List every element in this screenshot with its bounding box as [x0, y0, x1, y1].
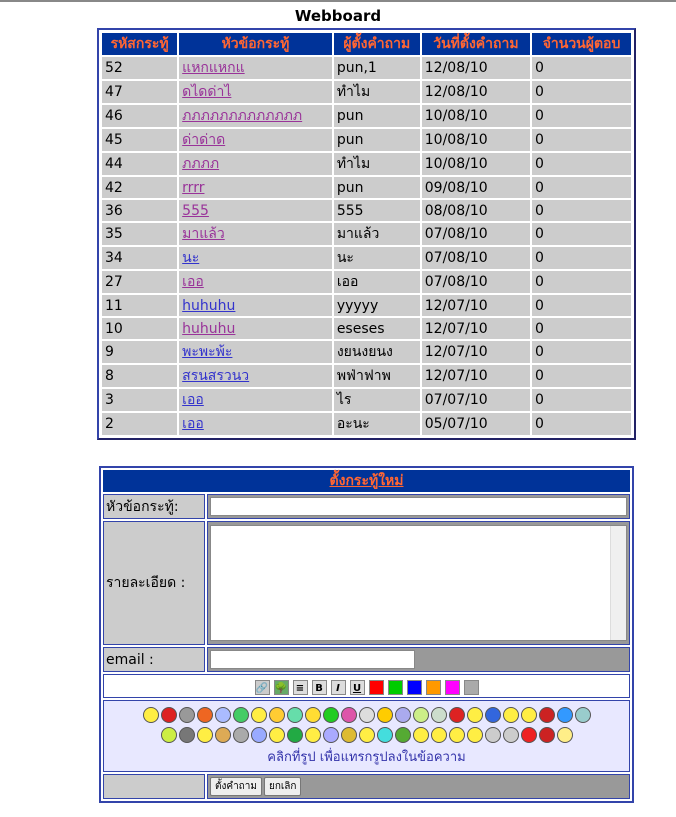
author: ทำไม	[334, 153, 420, 175]
reply-count: 0	[532, 200, 631, 221]
date: 09/08/10	[422, 177, 530, 198]
smiley-panel	[103, 700, 630, 772]
topic-id: 47	[102, 81, 177, 103]
topic-id: 2	[102, 413, 177, 435]
author: พฟ่าฟาพ	[334, 365, 420, 387]
date: 12/08/10	[422, 81, 530, 103]
format-toolbar	[103, 674, 630, 698]
topic-link[interactable]: ภภภภภภภภภภภภภ	[182, 108, 303, 124]
reply-count: 0	[532, 295, 631, 316]
topic-link[interactable]: 555	[182, 202, 209, 219]
reply-count: 0	[532, 413, 631, 435]
date: 10/08/10	[422, 129, 530, 151]
topic-id: 44	[102, 153, 177, 175]
submit-button[interactable]: ตั้งคำถาม	[210, 777, 262, 796]
author: yyyyy	[334, 295, 420, 316]
email-input[interactable]	[210, 650, 415, 669]
topic-id: 42	[102, 177, 177, 198]
topic-input[interactable]	[210, 497, 627, 516]
table-row	[102, 341, 631, 363]
color-gray-icon[interactable]	[464, 680, 479, 695]
smiley-icon[interactable]	[233, 727, 249, 743]
color-orange-icon[interactable]	[426, 680, 441, 695]
smiley-icon[interactable]	[449, 727, 465, 743]
smiley-icon[interactable]	[143, 707, 159, 723]
smiley-icon[interactable]	[395, 727, 411, 743]
reply-count: 0	[532, 223, 631, 245]
topic-id: 36	[102, 200, 177, 221]
date: 10/08/10	[422, 153, 530, 175]
author: อะนะ	[334, 413, 420, 435]
topic-link[interactable]: พะพะพ้ะ	[182, 344, 233, 360]
author: งยนงยนง	[334, 341, 420, 363]
table-row	[102, 389, 631, 411]
table-row	[102, 105, 631, 127]
textarea-scrollbar[interactable]	[610, 526, 626, 640]
topic-id: 3	[102, 389, 177, 411]
column-header: หัวข้อกระทู้	[179, 33, 332, 55]
topic-link[interactable]: เออ	[182, 392, 204, 408]
topic-id: 45	[102, 129, 177, 151]
smiley-icon[interactable]	[179, 727, 195, 743]
topic-id: 27	[102, 271, 177, 293]
smiley-icon[interactable]	[431, 727, 447, 743]
topic-id: 10	[102, 318, 177, 339]
smiley-icon[interactable]	[269, 727, 285, 743]
column-header: รหัสกระทู้	[102, 33, 177, 55]
smiley-icon[interactable]	[431, 707, 447, 723]
smiley-icon[interactable]	[341, 707, 357, 723]
date: 10/08/10	[422, 105, 530, 127]
topic-link[interactable]: ดไดด่าไ	[182, 84, 232, 100]
reply-count: 0	[532, 81, 631, 103]
smiley-icon[interactable]	[413, 707, 429, 723]
table-row	[102, 365, 631, 387]
table-row	[102, 153, 631, 175]
smiley-icon[interactable]	[359, 727, 375, 743]
topic-id: 34	[102, 247, 177, 269]
smiley-icon[interactable]	[413, 727, 429, 743]
color-blue-icon[interactable]	[407, 680, 422, 695]
table-row	[102, 81, 631, 103]
date: 07/08/10	[422, 247, 530, 269]
topic-link[interactable]: huhuhu	[182, 320, 236, 337]
reply-count: 0	[532, 105, 631, 127]
italic-icon[interactable]: I	[331, 680, 346, 695]
date: 07/07/10	[422, 389, 530, 411]
smiley-icon[interactable]	[539, 707, 555, 723]
smiley-icon[interactable]	[467, 727, 483, 743]
column-header: ผู้ตั้งคำถาม	[334, 33, 420, 55]
smiley-icon[interactable]	[305, 727, 321, 743]
date: 12/07/10	[422, 365, 530, 387]
form-header	[103, 470, 630, 492]
date: 07/08/10	[422, 271, 530, 293]
table-row	[102, 295, 631, 316]
smiley-icon[interactable]	[539, 727, 555, 743]
cancel-button[interactable]: ยกเลิก	[264, 777, 302, 796]
reply-count: 0	[532, 129, 631, 151]
smiley-icon[interactable]	[503, 727, 519, 743]
smiley-icon[interactable]	[341, 727, 357, 743]
topic-link[interactable]: huhuhu	[182, 297, 236, 314]
smiley-icon[interactable]	[287, 727, 303, 743]
smiley-icon[interactable]	[179, 707, 195, 723]
smiley-icon[interactable]	[323, 707, 339, 723]
date: 12/07/10	[422, 318, 530, 339]
email-label: email :	[103, 647, 205, 672]
reply-count: 0	[532, 271, 631, 293]
detail-label: รายละเอียด :	[103, 521, 205, 645]
topic-link[interactable]: rrrr	[182, 179, 205, 196]
smiley-icon[interactable]	[287, 707, 303, 723]
topic-link[interactable]: มาแล้ว	[182, 226, 225, 242]
smiley-icon[interactable]	[557, 707, 573, 723]
topic-link[interactable]: เออ	[182, 416, 204, 432]
date: 05/07/10	[422, 413, 530, 435]
topic-id: 9	[102, 341, 177, 363]
button-label-cell	[103, 774, 205, 799]
page-title: Webboard	[294, 7, 382, 25]
link-icon[interactable]: 🔗	[255, 680, 270, 695]
topic-id: 52	[102, 57, 177, 79]
topic-link[interactable]: ด่าด่าด	[182, 132, 226, 148]
color-magenta-icon[interactable]	[445, 680, 460, 695]
author: ทำไม	[334, 81, 420, 103]
table-row	[102, 271, 631, 293]
smiley-icon[interactable]	[197, 727, 213, 743]
smiley-icon[interactable]	[215, 727, 231, 743]
topic-label: หัวข้อกระทู้:	[103, 494, 205, 519]
reply-count: 0	[532, 365, 631, 387]
smiley-icon[interactable]	[359, 707, 375, 723]
topic-id: 35	[102, 223, 177, 245]
smiley-icon[interactable]	[161, 727, 177, 743]
smiley-icon[interactable]	[251, 727, 267, 743]
table-row	[102, 223, 631, 245]
topic-link[interactable]: นะ	[182, 250, 200, 266]
smiley-hint: คลิกที่รูป เพื่อแทรกรูปลงในข้อความ	[267, 750, 466, 765]
reply-count: 0	[532, 57, 631, 79]
column-header: จำนวนผู้ตอบ	[532, 33, 631, 55]
date: 12/08/10	[422, 57, 530, 79]
smiley-icon[interactable]	[485, 727, 501, 743]
author: นะ	[334, 247, 420, 269]
author: pun	[334, 177, 420, 198]
topic-id: 8	[102, 365, 177, 387]
smiley-icon[interactable]	[521, 727, 537, 743]
author: pun	[334, 105, 420, 127]
webboard-table	[97, 28, 636, 440]
smiley-icon[interactable]	[575, 707, 591, 723]
table-row	[102, 318, 631, 339]
list-icon[interactable]: ≡	[293, 680, 308, 695]
smiley-icon[interactable]	[215, 707, 231, 723]
author: เออ	[334, 271, 420, 293]
reply-count: 0	[532, 153, 631, 175]
smiley-icon[interactable]	[467, 707, 483, 723]
topic-link[interactable]: แหกแหกแ	[182, 60, 245, 76]
date: 12/07/10	[422, 341, 530, 363]
smiley-icon[interactable]	[233, 707, 249, 723]
author: pun	[334, 129, 420, 151]
author: eseses	[334, 318, 420, 339]
column-header: วันที่ตั้งคำถาม	[422, 33, 530, 55]
author: 555	[334, 200, 420, 221]
topic-link[interactable]: สรนสรวนว	[182, 368, 250, 384]
topic-link[interactable]: เออ	[182, 274, 204, 290]
reply-count: 0	[532, 177, 631, 198]
smiley-icon[interactable]	[485, 707, 501, 723]
table-row	[102, 177, 631, 198]
author: มาแล้ว	[334, 223, 420, 245]
reply-count: 0	[532, 247, 631, 269]
date: 07/08/10	[422, 223, 530, 245]
smiley-icon[interactable]	[521, 707, 537, 723]
new-topic-link[interactable]: ตั้งกระทู้ใหม่	[329, 473, 404, 489]
reply-count: 0	[532, 341, 631, 363]
topic-id: 46	[102, 105, 177, 127]
table-row	[102, 247, 631, 269]
detail-textarea[interactable]	[210, 525, 627, 641]
underline-icon[interactable]: U	[350, 680, 365, 695]
smiley-icon[interactable]	[377, 727, 393, 743]
smiley-icon[interactable]	[305, 707, 321, 723]
topic-link[interactable]: ภภภภ	[182, 156, 220, 172]
author: ไร	[334, 389, 420, 411]
smiley-icon[interactable]	[251, 707, 267, 723]
new-topic-form	[99, 466, 634, 803]
smiley-icon[interactable]	[197, 707, 213, 723]
smiley-icon[interactable]	[395, 707, 411, 723]
topic-id: 11	[102, 295, 177, 316]
color-green-icon[interactable]	[388, 680, 403, 695]
smiley-icon[interactable]	[323, 727, 339, 743]
date: 12/07/10	[422, 295, 530, 316]
color-red-icon[interactable]	[369, 680, 384, 695]
smiley-icon[interactable]	[503, 707, 519, 723]
smiley-icon[interactable]	[557, 727, 573, 743]
table-row	[102, 413, 631, 435]
table-row	[102, 200, 631, 221]
bold-icon[interactable]: B	[312, 680, 327, 695]
table-row	[102, 57, 631, 79]
table-row	[102, 129, 631, 151]
image-icon[interactable]: 🌳	[274, 680, 289, 695]
smiley-icon[interactable]	[449, 707, 465, 723]
reply-count: 0	[532, 389, 631, 411]
date: 08/08/10	[422, 200, 530, 221]
author: pun,1	[334, 57, 420, 79]
smiley-icon[interactable]	[269, 707, 285, 723]
smiley-icon[interactable]	[161, 707, 177, 723]
smiley-icon[interactable]	[377, 707, 393, 723]
reply-count: 0	[532, 318, 631, 339]
